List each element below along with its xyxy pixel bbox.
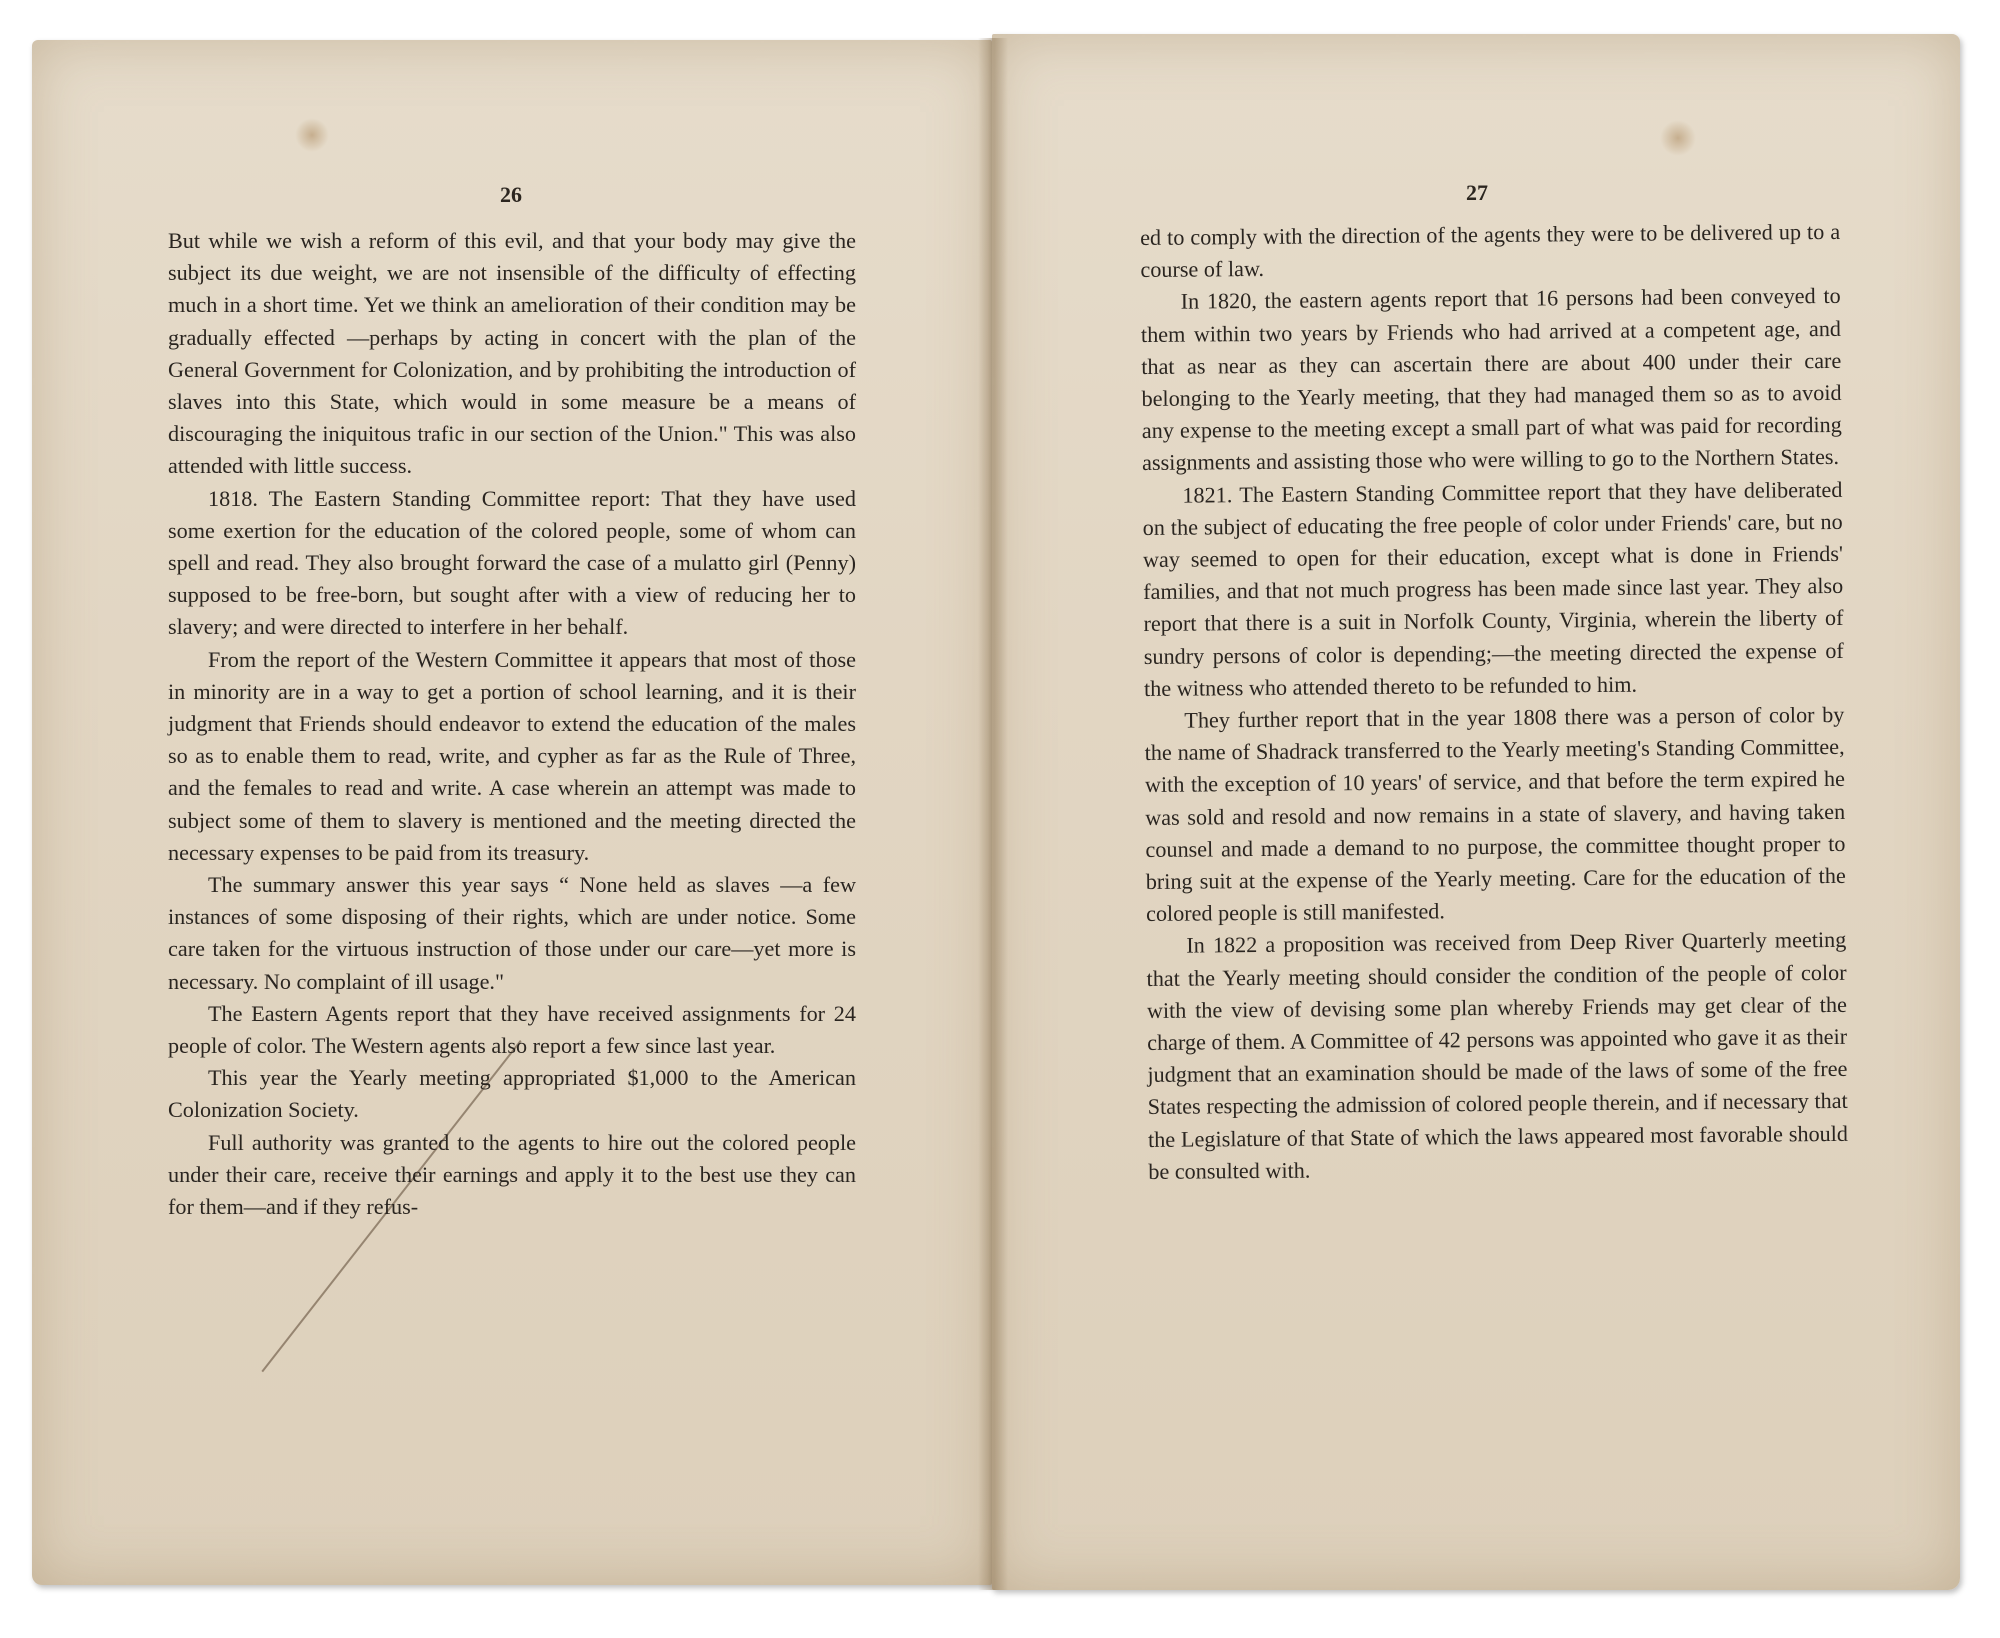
- paragraph: ed to comply with the direction of the agents they were to be delivered up to a course of law.: [1140, 218, 1841, 283]
- foxing-spot: [1660, 120, 1696, 156]
- paragraph: The summary answer this year says “ None held as slaves —a few instances of some disposing of their rights, which are under notice. Some care taken for the virtuous instruction of those under our care—yet more is necessary. No complaint of ill usage.": [168, 872, 856, 994]
- right-page-text: [1140, 216, 1848, 1188]
- foxing-spot: [295, 118, 329, 152]
- paragraph: Full authority was granted to the agents to hire out the colored people under their care, receive their earnings and apply it to the best use they can for them—and if they refus-: [168, 1129, 856, 1220]
- paragraph: But while we wish a reform of this evil, and that your body may give the subject its due weight, we are not insensible of the difficulty of effecting much in a short time. Yet we think an amelioration of their condition may be gradually effected —perhaps by acting in concert with the plan of the General Government for Colonization, and by prohibiting the introduction of slaves into this State, which would in some measure be a means of discouraging the iniquitous trafic in our section of the Union." This was also attended with little success.: [168, 228, 856, 479]
- paragraph: 1818. The Eastern Standing Committee report: That they have used some exertion for the education of the colored people, some of whom can spell and read. They also brought forward the case of a mulatto girl (Penny) supposed to be free-born, but sought after with a view of reducing her to slavery; and were directed to interfere in her behalf.: [168, 485, 856, 640]
- paragraph: 1821. The Eastern Standing Committee report that they have deliberated on the subject of educating the free people of color under Friends' care, but no way seemed to open for their education, except what is done in Friends' families, and that not much progress has been made since last year. They also report that there is a suit in Norfolk County, Virginia, wherein the liberty of sundry persons of color is depending;—the meeting directed the expense of the witness who attended thereto to be refunded to him.: [1142, 476, 1844, 701]
- paragraph: In 1820, the eastern agents report that 16 persons had been conveyed to them within two years by Friends who had arrived at a competent age, and that as near as they can ascertain there are about 400 under their care belonging to the Yearly meeting, that they had managed them so as to avoid any expense to the meeting except a small part of what was paid for recording assignments and assisting those who were willing to go to the Northern States.: [1140, 283, 1842, 476]
- paragraph: They further report that in the year 1808 there was a person of color by the name of Shadrack transferred to the Yearly meeting's Standing Committee, with the exception of 10 years' of service, and that before the term expired he was sold and resold and now remains in a state of slavery, and having taken counsel and made a demand to no purpose, the committee thought proper to bring suit at the expense of the Yearly meeting. Care for the education of the colored people is still manifested.: [1144, 701, 1846, 927]
- page-number-right: 27: [1466, 180, 1488, 205]
- paragraph: In 1822 a proposition was received from Deep River Quarterly meeting that the Yearly meeting should consider the condition of the people of color with the view of devising some plan whereby Friends may get clear of the charge of them. A Committee of 42 persons was appointed who gave it as their judgment that an examination should be made of the laws of some of the free States respecting the admission of colored people therein, and if necessary that the Legislature of that State of which the laws appeared most favorable should be consulted with.: [1146, 927, 1849, 1184]
- paragraph: From the report of the Western Committee it appears that most of those in minority are in a way to get a portion of school learning, and it is their judgment that Friends should endeavor to extend the education of the males so as to enable them to read, write, and cypher as far as the Rule of Three, and the females to read and write. A case wherein an attempt was made to subject some of them to slavery is mentioned and the meeting directed the necessary expenses to be paid from its treasury.: [168, 646, 856, 865]
- page-number-left: 26: [500, 182, 522, 207]
- paragraph: The Eastern Agents report that they have received assignments for 24 people of color. The Western agents also report a few since last year.: [168, 1000, 856, 1059]
- left-page-text: [168, 225, 856, 1223]
- book-gutter: [978, 38, 1008, 1590]
- paragraph: This year the Yearly meeting appropriated $1,000 to the American Colonization Society.: [168, 1065, 856, 1123]
